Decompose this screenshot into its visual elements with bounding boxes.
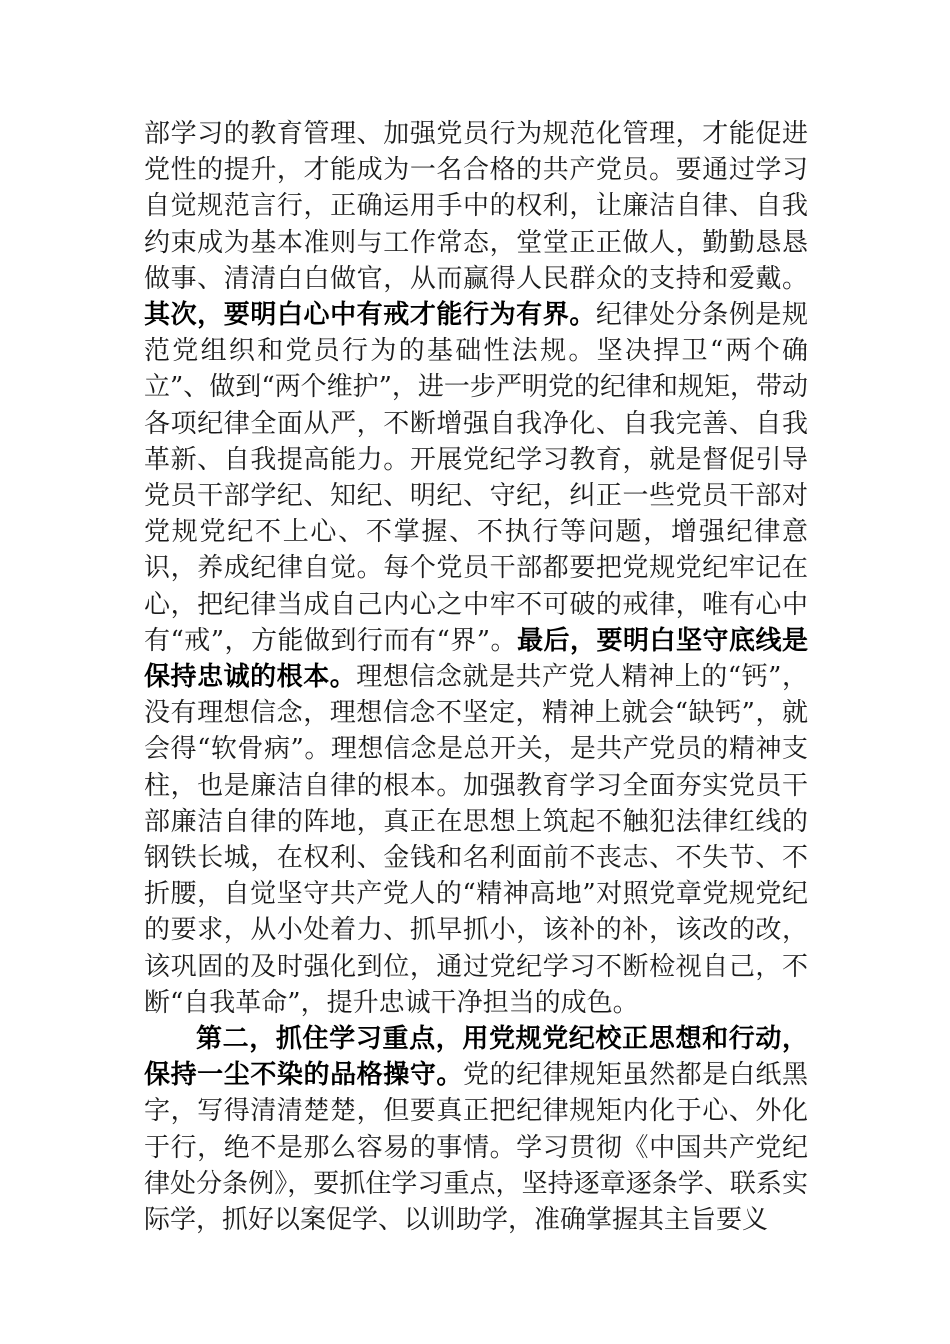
paragraph-text: 理想信念就是共产党人精神上的“钙”，没有理想信念，理想信念不坚定，精神上就会“缺钙”，就会得“软骨病”。理想信念是总开关，是共产党员的精神支柱，也是廉洁自律的根本。加强教育学习全面夯实党员干部廉洁自律的阵地，真正在思想上筑起不触犯法律红线的钢铁长城，在权利、金钱和名利面前不丧志、不失节、不折腰，自觉坚守共产党人的“精神高地”对照党章党规党纪的要求，从小处着力、抓早抓小，该补的补，该改的改，该巩固的及时强化到位，通过党纪学习不断检视自己，不断“自我革命”，提升忠诚干净担当的成色。 <box>144 662 808 1018</box>
paragraph-second <box>144 1021 808 1238</box>
paragraph-text: 部学习的教育管理、加强党员行为规范化管理，才能促进党性的提升，才能成为一名合格的共产党员。要通过学习自觉规范言行，正确运用手中的权利，让廉洁自律、自我约束成为基本准则与工作常态，堂堂正正做人，勤勤恳恳做事、清清白白做官，从而赢得人民群众的支持和爱戴。 <box>144 119 808 294</box>
bold-heading-second-point: 其次，要明白心中有戒才能行为有界。 <box>144 300 596 331</box>
paragraph-text: 党的纪律规矩虽然都是白纸黑字，写得清清楚楚，但要真正把纪律规矩内化于心、外化于行，绝不是那么容易的事情。学习贯彻《中国共产党纪律处分条例》，要抓住学习重点，坚持逐章逐条学、联系实际学，抓好以案促学、以训助学，准确掌握其主旨要义 <box>144 1060 808 1236</box>
bold-heading-final-point: 最后，要明白坚守底线是保持忠诚的根本。 <box>144 625 808 693</box>
paragraph-continued <box>144 116 808 1021</box>
body-text <box>144 116 808 1238</box>
bold-heading-section-two: 第二，抓住学习重点，用党规党纪校正思想和行动，保持一尘不染的品格操守。 <box>144 1024 808 1091</box>
paragraph-text: 纪律处分条例是规范党组织和党员行为的基础性法规。坚决捍卫“两个确立”、做到“两个维护”，进一步严明党的纪律和规矩，带动各项纪律全面从严，不断增强自我净化、自我完善、自我革新、自我提高能力。开展党纪学习教育，就是督促引导党员干部学纪、知纪、明纪、守纪，纠正一些党员干部对党规党纪不上心、不掌握、不执行等问题，增强纪律意识，养成纪律自觉。每个党员干部都要把党规党纪牢记在心，把纪律当成自己内心之中牢不可破的戒律，唯有心中有“戒”，方能做到行而有“界”。 <box>144 300 808 656</box>
